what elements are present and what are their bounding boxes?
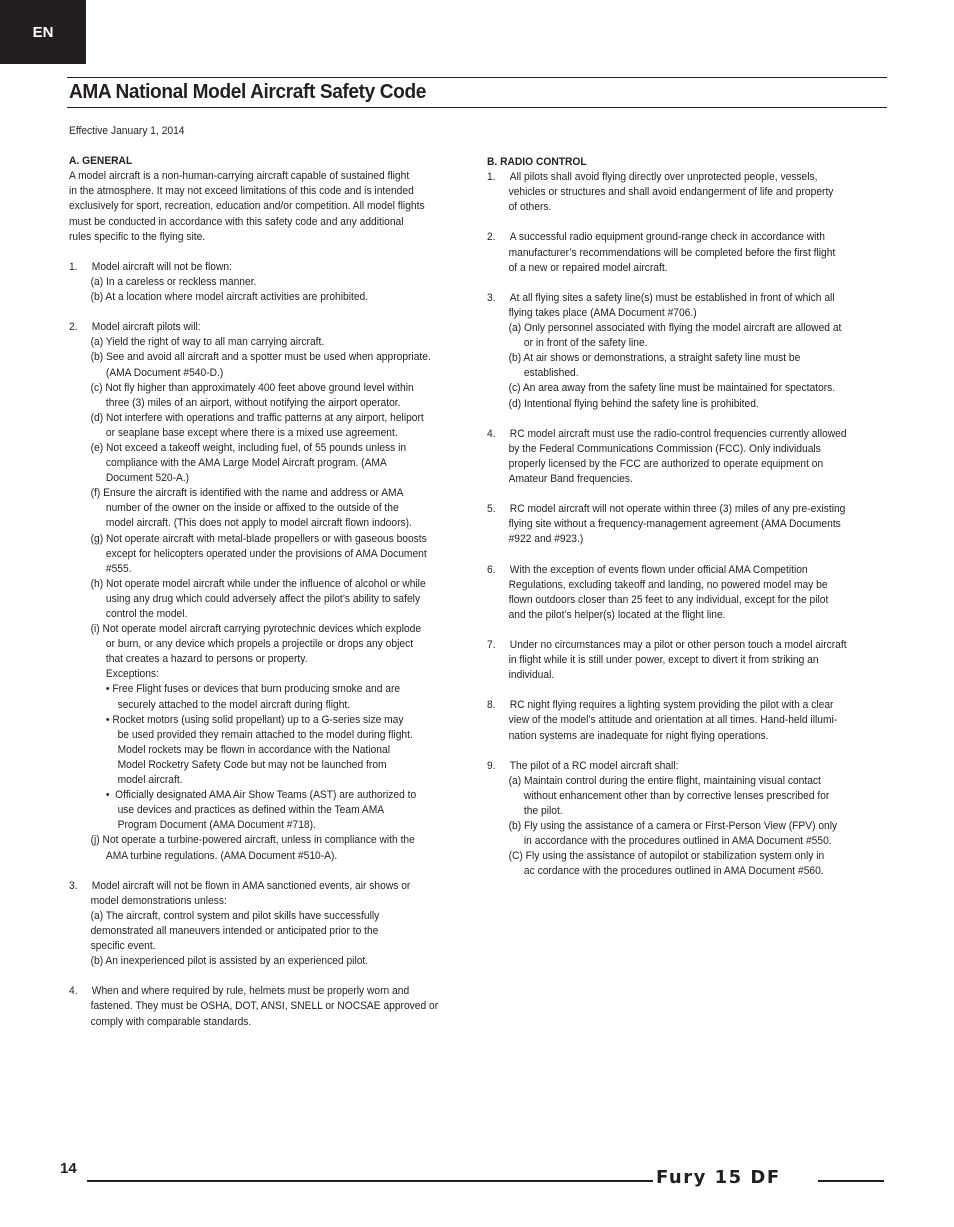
text-line: established. (523, 367, 579, 380)
text-line: • Free Flight fuses or devices that burn producing smoke and are (105, 683, 401, 696)
text-line: exclusively for sport, recreation, education and/or competition. All model flights (69, 200, 425, 213)
text-line: that creates a hazard to persons or property. (105, 653, 308, 666)
text-line: 3. At all flying sites a safety line(s) must be established in front of which all (487, 291, 835, 304)
text-line: flying site without a frequency-management agreement (AMA Documents (508, 518, 841, 531)
paragraph-gap (69, 864, 473, 879)
text-line: Model Rocketry Safety Code but may not be launched from (117, 758, 387, 771)
text-line: (h) Not operate model aircraft while under the influence of alcohol or while (90, 577, 426, 590)
paragraph-gap (487, 547, 889, 562)
text-line: by the Federal Communications Commission (FCC). Only individuals (508, 442, 821, 455)
text-line: of a new or repaired model aircraft. (508, 261, 668, 274)
text-line: flown outdoors closer than 25 feet to any individual, except for the pilot (508, 593, 829, 606)
paragraph-gap (487, 683, 889, 698)
page-number: 14 (60, 1160, 77, 1177)
paragraph-gap (69, 969, 473, 984)
text-line: comply with comparable standards. (90, 1015, 252, 1028)
paragraph-gap (487, 412, 889, 427)
text-line: (a) The aircraft, control system and pilot skills have successfully (90, 909, 380, 922)
text-line: Exceptions: (105, 668, 159, 681)
text-line: using any drug which could adversely affect the pilot’s ability to safely (105, 592, 421, 605)
text-line: (b) An inexperienced pilot is assisted by an experienced pilot. (90, 955, 369, 968)
text-line: control the model. (105, 608, 188, 620)
text-line: (e) Not exceed a takeoff weight, including fuel, of 55 pounds unless in (90, 441, 407, 454)
text-line: without enhancement other than by corrective lenses prescribed for (523, 789, 830, 802)
text-line: (AMA Document #540-D.) (105, 366, 224, 379)
top-rule (67, 77, 887, 78)
page-title: AMA National Model Aircraft Safety Code (69, 80, 426, 103)
text-line: (f) Ensure the aircraft is identified with the name and address or AMA (90, 487, 404, 500)
text-line: be used provided they remain attached to the model during flight. (117, 728, 413, 741)
text-line: (j) Not operate a turbine-powered aircraft, unless in compliance with the (90, 834, 415, 847)
text-line: view of the model’s attitude and orientation at all times. Hand-held illumi- (508, 714, 838, 727)
text-line: must be conducted in accordance with this safety code and any additional (69, 215, 404, 228)
text-line: 2. A successful radio equipment ground-range check in accordance with (487, 231, 825, 244)
text-line: in the atmosphere. It may not exceed limitations of this code and is intended (69, 185, 414, 198)
text-line: Model rockets may be flown in accordance with the National (117, 743, 390, 756)
text-line: and the pilot’s helper(s) located at the flight line. (508, 608, 726, 621)
paragraph-gap (487, 744, 889, 759)
paragraph-gap (487, 276, 889, 291)
text-line: flying takes place (AMA Document #706.) (508, 306, 697, 319)
text-line: compliance with the AMA Large Model Aircraft program. (AMA (105, 457, 387, 470)
text-line: A model aircraft is a non-human-carrying aircraft capable of sustained flight (69, 170, 410, 183)
title-rule (67, 107, 887, 108)
text-line: model aircraft. (This does not apply to model aircraft flown indoors). (105, 517, 412, 530)
text-line: 1. All pilots shall avoid flying directly over unprotected people, vessels, (487, 171, 818, 184)
text-line: 4. When and where required by rule, helmets must be properly worn and (69, 985, 410, 998)
text-line: (b) See and avoid all aircraft and a spotter must be used when appropriate. (90, 351, 431, 364)
text-line: Program Document (AMA Document #718). (117, 819, 316, 832)
text-line: fastened. They must be OSHA, DOT, ANSI, SNELL or NOCSAE approved or (90, 1000, 439, 1013)
text-line: 6. With the exception of events flown under official AMA Competition (487, 563, 808, 576)
text-line: Effective January 1, 2014 (69, 125, 185, 137)
text-line: 3. Model aircraft will not be flown in AMA sanctioned events, air shows or (69, 879, 411, 892)
paragraph-gap (487, 487, 889, 502)
text-line: except for helicopters operated under the provisions of AMA Document (105, 547, 427, 560)
paragraph-gap (487, 215, 889, 230)
language-tab: EN (0, 0, 86, 64)
text-line: 7. Under no circumstances may a pilot or other person touch a model aircraft (487, 639, 847, 651)
product-brand: Fury 15 DF (656, 1167, 781, 1188)
text-line: (i) Not operate model aircraft carrying pyrotechnic devices which explode (90, 623, 422, 636)
text-line: (a) In a careless or reckless manner. (90, 275, 257, 288)
text-line: 4. RC model aircraft must use the radio-control frequencies currently allowed (487, 427, 847, 440)
text-line: (b) At air shows or demonstrations, a straight safety line must be (508, 352, 801, 365)
text-line: 2. Model aircraft pilots will: (69, 321, 201, 334)
text-line: (d) Intentional flying behind the safety line is prohibited. (508, 397, 759, 410)
text-line: (d) Not interfere with operations and traffic patterns at any airport, heliport (90, 411, 424, 424)
section-heading: B. RADIO CONTROL (487, 156, 587, 168)
text-line: nation systems are inadequate for night flying operations. (508, 729, 769, 742)
text-line: 5. RC model aircraft will not operate within three (3) miles of any pre-existing (487, 503, 846, 516)
text-line: • Officially designated AMA Air Show Teams (AST) are authorized to (105, 789, 417, 802)
text-line: (g) Not operate aircraft with metal-blade propellers or with gaseous boosts (90, 532, 427, 545)
text-line: or burn, or any device which propels a projectile or drops any object (105, 638, 414, 651)
text-line: (b) Fly using the assistance of a camera or First-Person View (FPV) only (508, 820, 838, 833)
right-column (487, 155, 889, 880)
text-line: ac cordance with the procedures outlined in AMA Document #560. (523, 865, 824, 878)
paragraph-gap (69, 305, 473, 320)
text-line: • Rocket motors (using solid propellant) up to a G-series size may (105, 713, 404, 726)
text-line: manufacturer’s recommendations will be completed before the first flight (508, 246, 836, 259)
text-line: in flight while it is still under power, except to divert it from striking an (508, 654, 819, 667)
text-line: (a) Yield the right of way to all man carrying aircraft. (90, 336, 325, 349)
text-line: three (3) miles of an airport, without notifying the airport operator. (105, 396, 401, 409)
text-line: #922 and #923.) (508, 533, 584, 546)
text-line: securely attached to the model aircraft during flight. (117, 698, 351, 711)
text-line: (b) At a location where model aircraft activities are prohibited. (90, 291, 369, 304)
text-line: model aircraft. (117, 774, 183, 787)
footer-rule-left (87, 1180, 653, 1182)
text-line: 9. The pilot of a RC model aircraft shall: (487, 759, 679, 772)
text-line: (C) Fly using the assistance of autopilot or stabilization system only in (508, 850, 825, 863)
paragraph-gap (487, 623, 889, 638)
text-line: specific event. (90, 940, 156, 953)
text-line: (a) Maintain control during the entire flight, maintaining visual contact (508, 774, 821, 787)
text-line: Amateur Band frequencies. (508, 472, 633, 485)
text-line: model demonstrations unless: (90, 894, 227, 907)
text-line: AMA turbine regulations. (AMA Document #510-A). (105, 849, 338, 862)
text-line: or in front of the safety line. (523, 337, 648, 350)
text-line: or seaplane base except where there is a mixed use agreement. (105, 426, 398, 439)
footer-rule-right (818, 1180, 884, 1182)
text-line: (c) An area away from the safety line must be maintained for spectators. (508, 382, 836, 395)
section-heading: A. GENERAL (69, 155, 133, 168)
text-line: 8. RC night flying requires a lighting system providing the pilot with a clear (487, 699, 834, 712)
text-line: the pilot. (523, 805, 563, 818)
text-line: #555. (105, 562, 132, 575)
text-line: (a) Only personnel associated with flying the model aircraft are allowed at (508, 322, 842, 335)
text-line: Document 520-A.) (105, 472, 190, 485)
text-line: vehicles or structures and shall avoid endangerment of life and property (508, 186, 834, 199)
text-line: number of the owner on the inside or affixed to the outside of the (105, 502, 399, 515)
text-line: of others. (508, 201, 552, 214)
text-line: in accordance with the procedures outlined in AMA Document #550. (523, 835, 832, 848)
paragraph-gap (69, 139, 473, 154)
text-line: 1. Model aircraft will not be flown: (69, 260, 232, 273)
left-column (69, 124, 473, 1030)
text-line: properly licensed by the FCC are authorized to operate equipment on (508, 457, 824, 470)
text-line: (c) Not fly higher than approximately 400 feet above ground level within (90, 381, 414, 394)
text-line: individual. (508, 669, 555, 682)
text-line: rules specific to the flying site. (69, 230, 206, 243)
text-line: demonstrated all maneuvers intended or anticipated prior to the (90, 924, 379, 937)
text-line: Regulations, excluding takeoff and landing, no powered model may be (508, 578, 828, 591)
text-line: use devices and practices as defined within the Team AMA (117, 804, 385, 817)
paragraph-gap (69, 245, 473, 260)
